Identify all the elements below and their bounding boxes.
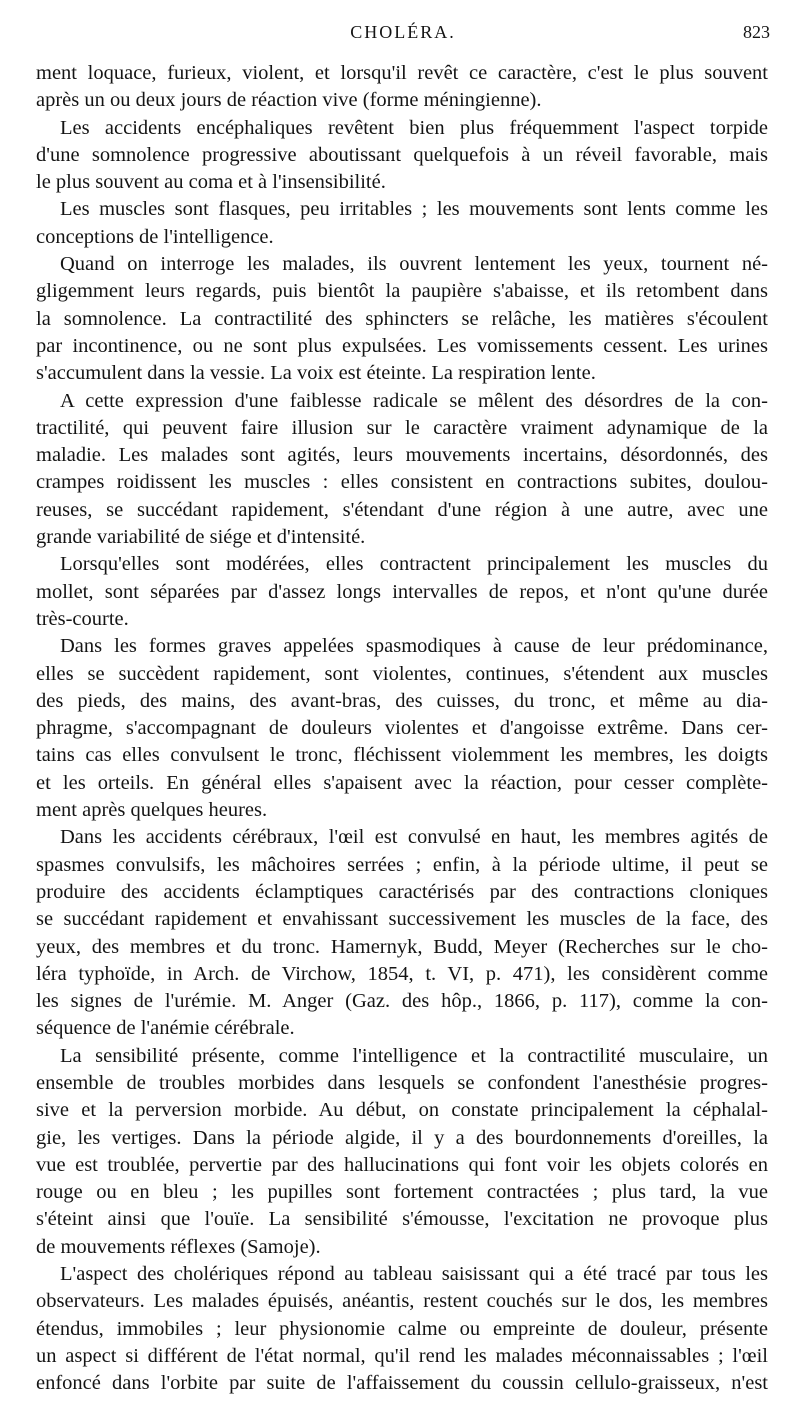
- text-line: crampes roidissent les muscles : elles consistent en contractions subites, doulou-: [36, 471, 768, 494]
- text-line: reuses, se succédant rapidement, s'étendant d'une région à une autre, avec une: [36, 498, 768, 521]
- text-line: sive et la perversion morbide. Au début, on constate principalement la céphalal-: [36, 1099, 768, 1122]
- text-line: très-courte.: [36, 607, 129, 630]
- text-line: les signes de l'urémie. M. Anger (Gaz. des hôp., 1866, p. 117), comme la con-: [36, 990, 768, 1013]
- running-title: CHOLÉRA.: [350, 22, 456, 42]
- text-line: A cette expression d'une faiblesse radicale se mêlent des désordres de la con-: [60, 389, 768, 412]
- text-line: étendus, immobiles ; leur physionomie calme ou empreinte de douleur, présente: [36, 1317, 768, 1340]
- paragraph: [36, 1261, 768, 1397]
- text-line: s'éteint ainsi que l'ouïe. La sensibilité s'émousse, l'excitation ne provoque plus: [36, 1208, 768, 1231]
- text-line: séquence de l'anémie cérébrale.: [36, 1017, 295, 1040]
- paragraph: [36, 824, 768, 1042]
- text-line: ensemble de troubles morbides dans lesquels se confondent l'anesthésie progres-: [36, 1071, 768, 1094]
- text-line: Dans les formes graves appelées spasmodiques à cause de leur prédominance,: [60, 635, 768, 658]
- text-line: vue est troublée, pervertie par des hallucinations qui font voir les objets colorés en: [36, 1153, 768, 1176]
- paragraph: [36, 388, 768, 552]
- text-line: elles se succèdent rapidement, sont violentes, continues, s'étendent aux muscles: [36, 662, 768, 685]
- text-line: ment loquace, furieux, violent, et lorsqu'il revêt ce caractère, c'est le plus souvent: [36, 62, 768, 84]
- text-line: phragme, s'accompagnant de douleurs violentes et d'angoisse extrême. Dans cer-: [36, 717, 768, 740]
- paragraph: [36, 115, 768, 197]
- text-line: mollet, sont séparées par d'assez longs intervalles de repos, et n'ont qu'une durée: [36, 580, 768, 603]
- text-line: Quand on interroge les malades, ils ouvrent lentement les yeux, tournent né-: [60, 253, 768, 276]
- text-line: le plus souvent au coma et à l'insensibilité.: [36, 171, 386, 194]
- text-line: spasmes convulsifs, les mâchoires serrées ; enfin, à la période ultime, il peut se: [36, 853, 768, 876]
- text-line: et les orteils. En général elles s'apaisent avec la réaction, pour cesser complète-: [36, 771, 768, 794]
- text-line: produire des accidents éclamptiques caractérisés par des contractions cloniques: [36, 880, 768, 903]
- page-number: 823: [743, 22, 770, 42]
- text-line: un aspect si différent de l'état normal, qu'il rend les malades méconnaissables ; l'œil: [36, 1344, 768, 1367]
- paragraph: [36, 60, 768, 115]
- page-header: [36, 22, 770, 52]
- text-line: d'une somnolence progressive aboutissant quelquefois à un réveil favorable, mais: [36, 143, 768, 166]
- text-line: Lorsqu'elles sont modérées, elles contractent principalement les muscles du: [60, 553, 768, 576]
- text-line: observateurs. Les malades épuisés, anéantis, restent couchés sur le dos, les membres: [36, 1290, 768, 1313]
- text-line: la somnolence. La contractilité des sphincters se relâche, les matières s'écoulent: [36, 307, 768, 330]
- paragraph: [36, 196, 768, 251]
- text-line: Les muscles sont flasques, peu irritables ; les mouvements sont lents comme les: [60, 198, 768, 221]
- text-line: tractilité, qui peuvent faire illusion sur le caractère vraiment adynamique de la: [36, 416, 768, 439]
- text-line: gie, les vertiges. Dans la période algide, il y a des bourdonnements d'oreilles, la: [36, 1126, 768, 1149]
- text-line: se succédant rapidement et envahissant successivement les muscles de la face, des: [36, 908, 768, 931]
- text-line: gligemment leurs regards, puis bientôt la paupière s'abaisse, et ils retombent dans: [36, 280, 768, 303]
- text-line: L'aspect des cholériques répond au tableau saisissant qui a été tracé par tous les: [60, 1263, 768, 1286]
- text-line: des pieds, des mains, des avant-bras, des cuisses, du tronc, et même au dia-: [36, 689, 768, 712]
- text-line: rouge ou en bleu ; les pupilles sont fortement contractées ; plus tard, la vue: [36, 1181, 768, 1204]
- text-line: maladie. Les malades sont agités, leurs mouvements incertains, désordonnés, des: [36, 444, 768, 467]
- text-line: Les accidents encéphaliques revêtent bien plus fréquemment l'aspect torpide: [60, 116, 768, 139]
- text-line: yeux, des membres et du tronc. Hamernyk, Budd, Meyer (Recherches sur le cho-: [36, 935, 768, 958]
- text-line: ment après quelques heures.: [36, 799, 268, 822]
- text-line: Dans les accidents cérébraux, l'œil est convulsé en haut, les membres agités de: [60, 826, 768, 849]
- text-line: La sensibilité présente, comme l'intelligence et la contractilité musculaire, un: [60, 1044, 768, 1067]
- paragraph: [36, 251, 768, 387]
- body-text: [36, 60, 768, 1398]
- text-line: s'accumulent dans la vessie. La voix est éteinte. La respiration lente.: [36, 362, 596, 385]
- text-line: conceptions de l'intelligence.: [36, 225, 274, 248]
- text-line: enfoncé dans l'orbite par suite de l'affaissement du coussin cellulo-graisseux, n'est: [36, 1372, 768, 1395]
- text-line: tains cas elles convulsent le tronc, fléchissent violemment les membres, les doigts: [36, 744, 768, 767]
- paragraph: [36, 633, 768, 824]
- paragraph: [36, 1043, 768, 1261]
- text-line: par incontinence, ou ne sont plus expulsées. Les vomissements cessent. Les urines: [36, 334, 768, 357]
- text-line: grande variabilité de siége et d'intensité.: [36, 526, 366, 549]
- text-line: après un ou deux jours de réaction vive (forme méningienne).: [36, 89, 542, 112]
- text-line: de mouvements réflexes (Samoje).: [36, 1235, 321, 1258]
- text-line: léra typhoïde, in Arch. de Virchow, 1854, t. VI, p. 471), les considèrent comme: [36, 962, 768, 985]
- paragraph: [36, 551, 768, 633]
